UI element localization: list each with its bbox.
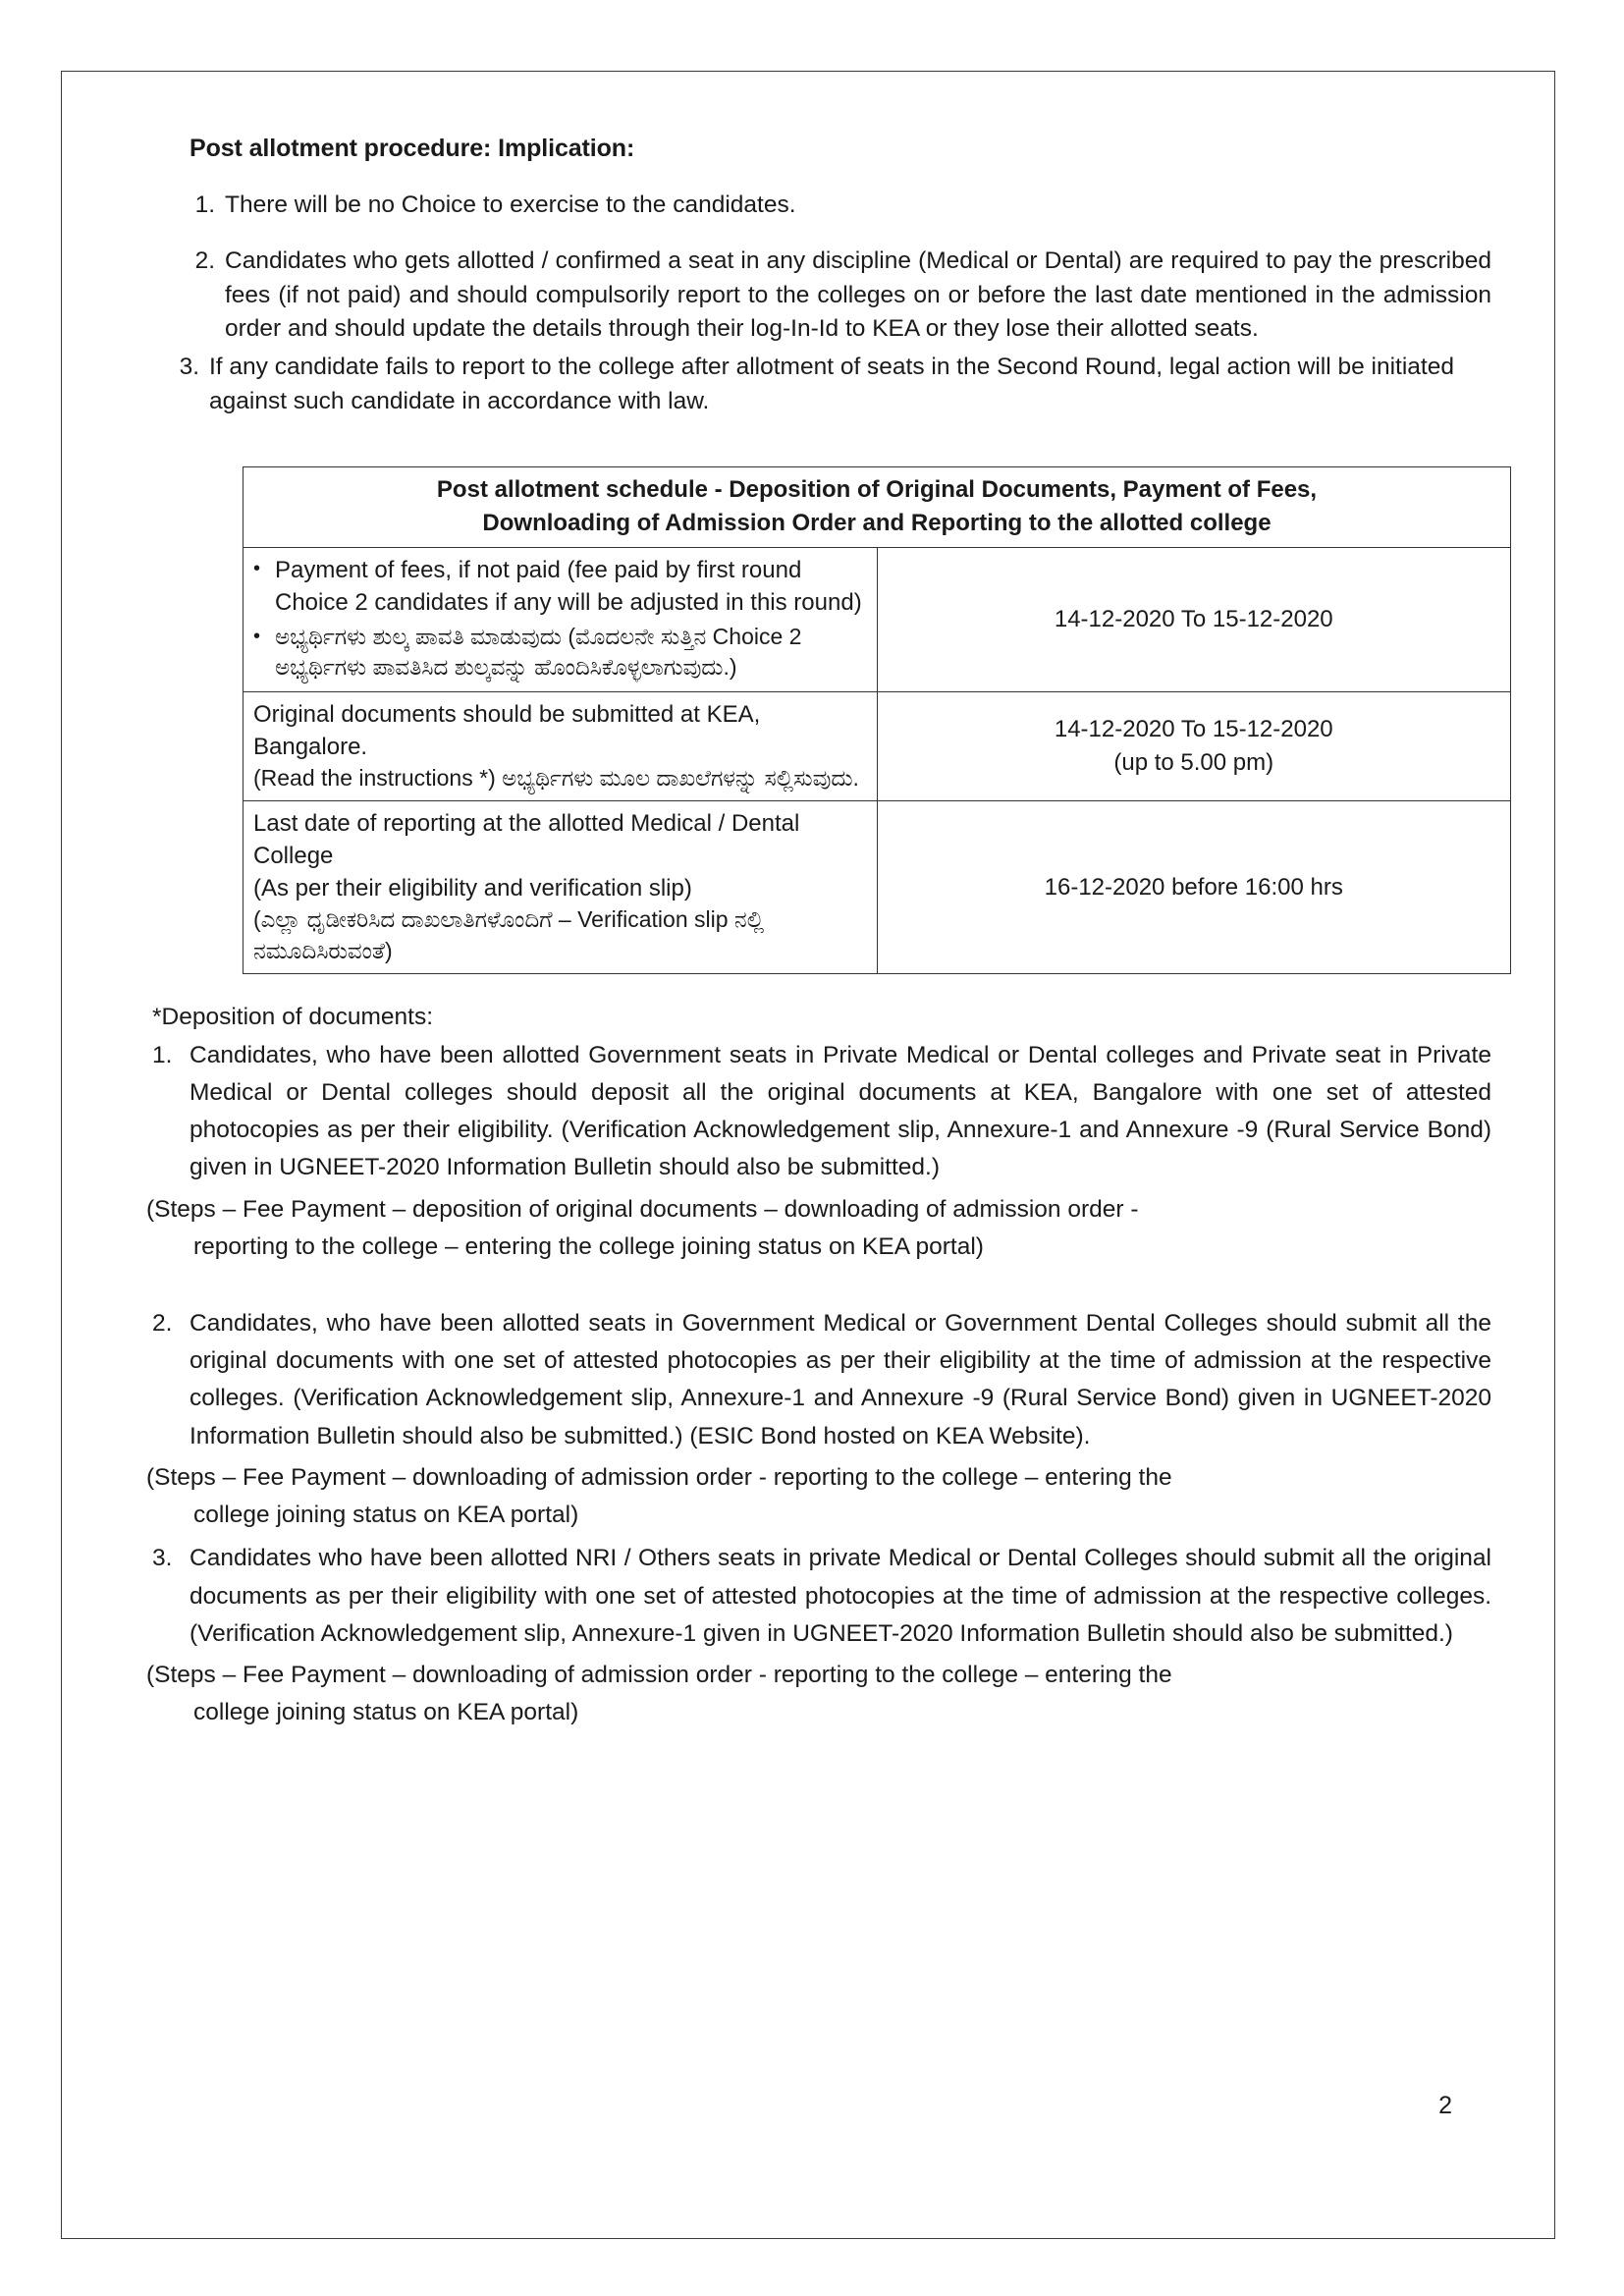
schedule-date-cell (877, 800, 1511, 973)
activity-bullet-list (253, 554, 867, 683)
deposition-list (127, 1037, 1491, 1732)
list-item-marker: 1. (152, 1041, 173, 1068)
page-frame (61, 71, 1555, 2239)
list-item-marker: 3. (152, 1545, 173, 1572)
steps-note-continuation: college joining status on KEA portal) (193, 1502, 579, 1529)
table-header-row (244, 466, 1511, 548)
schedule-activity-cell (244, 800, 878, 973)
schedule-activity-cell (244, 691, 878, 800)
list-item-marker: 3. (179, 354, 199, 381)
table-row (244, 800, 1511, 973)
list-item-text: If any candidate fails to report to the college after allotment of seats in the Second Round, legal action will be initiated against such candidate in accordance with law. (209, 354, 1454, 414)
list-item-marker: 1. (194, 191, 215, 218)
steps-note-continuation: reporting to the college – entering the college joining status on KEA portal) (193, 1232, 984, 1260)
list-item (127, 1305, 1491, 1455)
list-item-text: There will be no Choice to exercise to the candidates. (225, 191, 796, 218)
schedule-date-note: (up to 5.00 pm) (1113, 748, 1274, 776)
bullet-icon: • (253, 625, 261, 647)
list-item-text: Candidates, who have been allotted Government seats in Private Medical or Dental colleges and Private seat in Private Medical or Dental colleges should deposit all the original documents at KEA, Bangalore with one set of attested photocopies as per their eligibility. (Verification Acknowledgement slip, Annexure-1 and Annexure -9 (Rural Service Bond) given in UGNEET-2020 Information Bulletin should also be submitted.) (189, 1041, 1491, 1181)
activity-line: Original documents should be submitted at KEA, Bangalore. (253, 700, 761, 761)
activity-line-kannada: (Read the instructions *) ಅಭ್ಯರ್ಥಿಗಳು ಮೂಲ ದಾಖಲೆಗಳನ್ನು ಸಲ್ಲಿಸುವುದು. (253, 765, 859, 792)
activity-line: Last date of reporting at the allotted Medical / Dental College (253, 809, 800, 870)
list-item-marker: 2. (194, 246, 215, 274)
list-item-marker: 2. (152, 1310, 173, 1338)
list-item (182, 189, 1491, 223)
list-item (253, 554, 867, 619)
schedule-table-wrapper (243, 466, 1511, 974)
bullet-text-kannada: ಅಭ್ಯರ್ಥಿಗಳು ಶುಲ್ಕ ಪಾವತಿ ಮಾಡುವುದು (ಮೊದಲನೇ ಸುತ್ತಿನ Choice 2 ಅಭ್ಯರ್ಥಿಗಳು ಪಾವತಿಸಿದ ಶುಲ್ಕವನ್ನು ಹೊಂದಿಸಿಕೊಳ್ಳಲಾಗುವುದು.) (275, 623, 802, 681)
steps-note-main: (Steps – Fee Payment – downloading of admission order - reporting to the college – entering the (146, 1463, 1172, 1491)
page-title: Post allotment procedure: Implication: (189, 135, 635, 162)
table-header-cell (244, 466, 1511, 548)
bullet-text: Payment of fees, if not paid (fee paid by first round Choice 2 candidates if any will be adjusted in this round) (275, 557, 862, 617)
list-item (182, 245, 1491, 347)
schedule-date-cell (877, 548, 1511, 692)
list-item (253, 622, 867, 683)
steps-note-main: (Steps – Fee Payment – downloading of admission order - reporting to the college – entering the (146, 1662, 1172, 1688)
implication-list (127, 189, 1491, 419)
table-row (244, 548, 1511, 692)
list-item (166, 351, 1491, 419)
list-item (127, 1540, 1491, 1653)
page-content (127, 135, 1491, 1731)
page-number: 2 (1438, 2092, 1452, 2119)
list-item-text: Candidates who have been allotted NRI / Others seats in private Medical or Dental Colleges should submit all the original documents as per their eligibility with one set of attested photocopies at the time of admission at the respective colleges. (Verification Acknowledgement slip, Annexure-1 given in UGNEET-2020 Information Bulletin should also be submitted.) (189, 1545, 1491, 1647)
deposition-title: *Deposition of documents: (152, 1003, 433, 1030)
list-item-text: Candidates, who have been allotted seats in Government Medical or Government Dental Colleges should submit all the original documents with one set of attested photocopies as per their eligibility at the time of admission at the respective colleges. (Verification Acknowledgement slip, Annexure-1 and Annexure -9 (Rural Service Bond) given in UGNEET-2020 Information Bulletin should also be submitted.) (ESIC Bond hosted on KEA Website). (189, 1310, 1491, 1449)
table-row (244, 691, 1511, 800)
steps-note (146, 1459, 1491, 1534)
schedule-date-line: 16-12-2020 before 16:00 hrs (1044, 873, 1343, 901)
list-item-text: Candidates who gets allotted / confirmed a seat in any discipline (Medical or Dental) are required to pay the prescribed fees (if not paid) and should compulsorily report to the colleges on or before the last date mentioned in the admission order and should update the details through their log-In-Id to KEA or they lose their allotted seats. (225, 246, 1491, 343)
schedule-date-line: 14-12-2020 To 15-12-2020 (1054, 716, 1333, 743)
post-allotment-schedule-table (243, 466, 1511, 974)
steps-note-continuation: college joining status on KEA portal) (193, 1699, 579, 1726)
activity-line-kannada: (ಎಲ್ಲಾ ಧೃಡೀಕರಿಸಿದ ದಾಖಲಾತಿಗಳೊಂದಿಗೆ – Verification slip ನಲ್ಲಿ ನಮೂದಿಸಿರುವಂತೆ) (253, 906, 765, 963)
schedule-date-line: 14-12-2020 To 15-12-2020 (1054, 606, 1333, 633)
table-header-line-2: Downloading of Admission Order and Reporting to the allotted college (482, 510, 1272, 537)
steps-note (146, 1191, 1491, 1266)
list-item (127, 1037, 1491, 1187)
schedule-date-cell (877, 691, 1511, 800)
steps-note (146, 1657, 1491, 1731)
spacer (127, 1266, 1491, 1299)
steps-note-main: (Steps – Fee Payment – deposition of original documents – downloading of admission order - (146, 1195, 1139, 1223)
bullet-icon: • (253, 558, 261, 580)
table-header-line-1: Post allotment schedule - Deposition of Original Documents, Payment of Fees, (436, 475, 1318, 503)
activity-line: (As per their eligibility and verification slip) (253, 875, 692, 902)
schedule-activity-cell (244, 548, 878, 692)
